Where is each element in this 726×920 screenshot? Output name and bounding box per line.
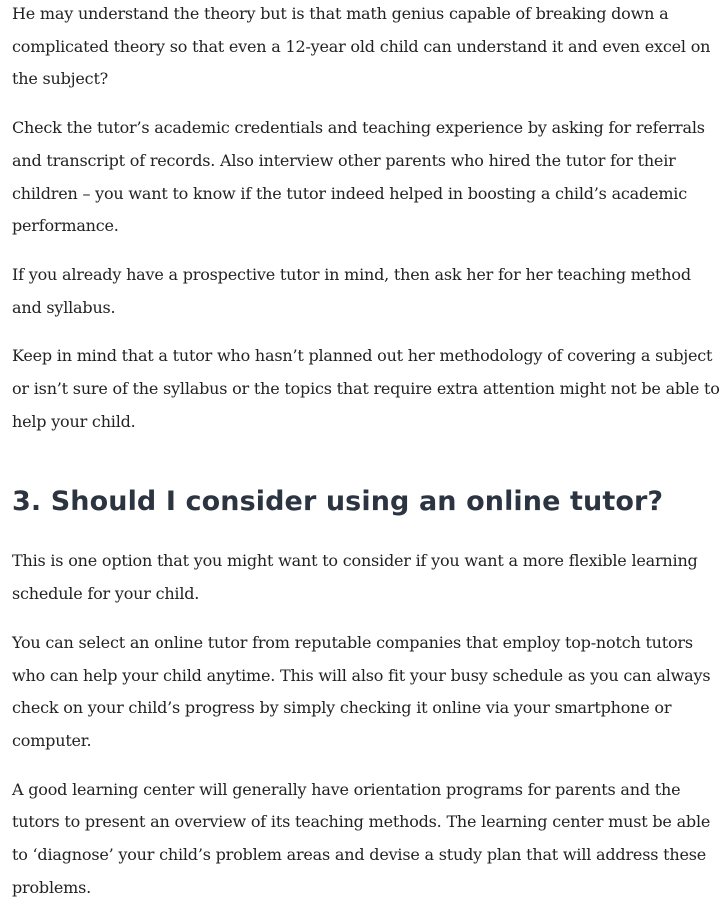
paragraph-credentials: Check the tutor’s academic credentials and teaching experience by asking for referrals and transcript of records. Also interview other parents who hired the tutor for their children – you want to know if the tutor indeed helped in boosting a child’s academic performance. [12, 118, 705, 236]
paragraph-online-tutor-companies: You can select an online tutor from reputable companies that employ top-notch tutors who can help your child anytime. This will also fit your busy schedule as you can always check on your child’s progress by simply checking it online via your smartphone or computer. [12, 632, 711, 750]
section-heading-online-tutor: 3. Should I consider using an online tutor? [12, 486, 664, 518]
paragraph-flexible-schedule: This is one option that you might want to consider if you want a more flexible learning schedule for your child. [12, 551, 698, 604]
paragraph-prospective-tutor: If you already have a prospective tutor in mind, then ask her for her teaching method and syllabus. [12, 264, 691, 317]
paragraph-learning-center: A good learning center will generally have orientation programs for parents and the tutors to present an overview of its teaching methods. The learning center must be able to ‘diagnose’ your child’s problem areas and devise a study plan that will address these problems. [12, 779, 711, 897]
paragraph-methodology: Keep in mind that a tutor who hasn’t planned out her methodology of covering a subject or isn’t sure of the syllabus or the topics that require extra attention might not be able to help your child. [12, 346, 720, 431]
paragraph-math-genius: He may understand the theory but is that math genius capable of breaking down a complicated theory so that even a 12-year old child can understand it and even excel on the subject? [12, 4, 711, 89]
article-body [12, 0, 722, 920]
